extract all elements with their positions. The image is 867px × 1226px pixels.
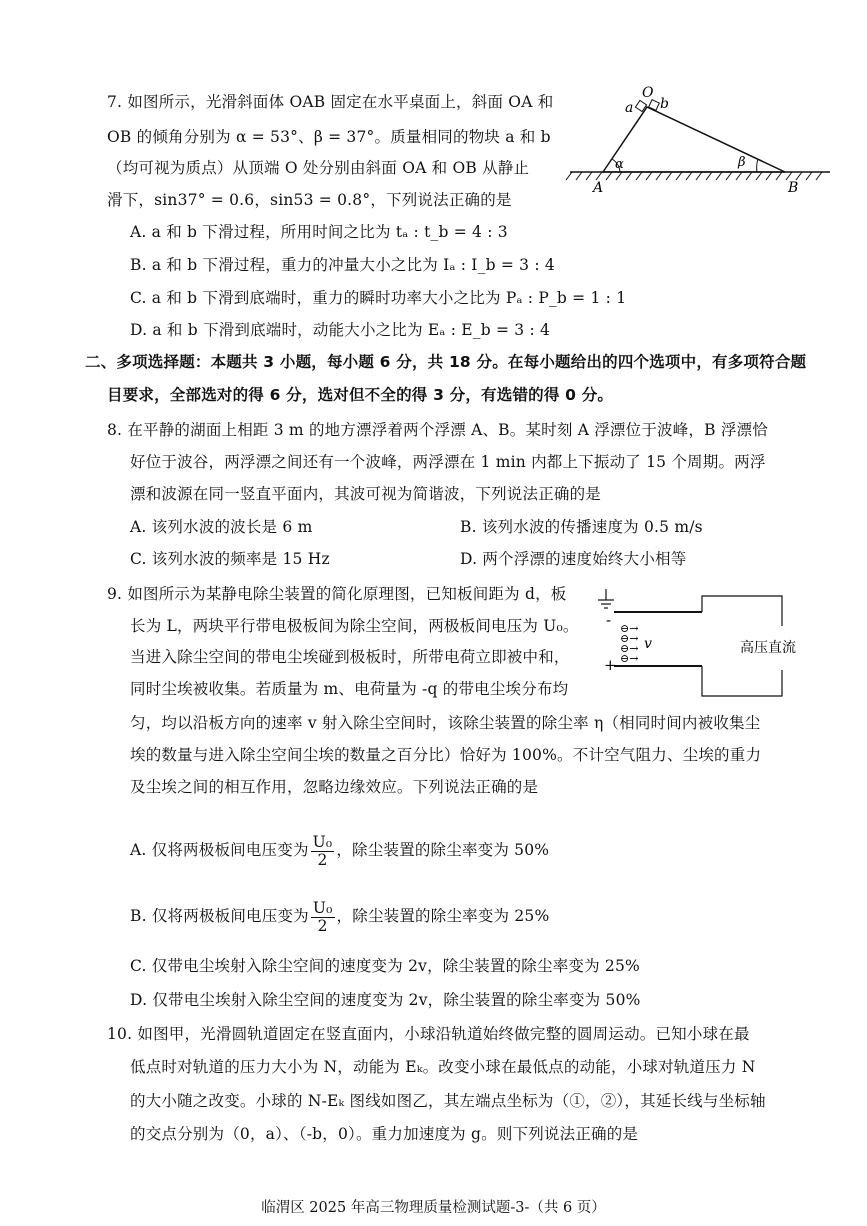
q8-option-d: D. 两个浮漂的速度始终大小相等 xyxy=(460,550,687,568)
q9-line-7: 及尘埃之间的相互作用，忽略边缘效应。下列说法正确的是 xyxy=(130,778,539,796)
q9-option-b xyxy=(130,898,549,935)
plus-sign: + xyxy=(604,656,617,674)
q9-option-d: D. 仅带电尘埃射入除尘空间的速度变为 2v，除尘装置的除尘率变为 50% xyxy=(130,991,641,1009)
page-footer: 临渭区 2025 年高三物理质量检测试题-3-（共 6 页） xyxy=(261,1200,606,1216)
q7-line-3: （均可视为质点）从顶端 O 处分别由斜面 OA 和 OB 从静止 xyxy=(107,159,530,177)
q8-option-a: A. 该列水波的波长是 6 m xyxy=(130,518,313,536)
q8-line-2: 好位于波谷，两浮漂之间还有一个波峰，两浮漂在 1 min 内都上下振动了 15 个周期。两浮 xyxy=(130,453,766,471)
q7-incline-figure xyxy=(560,82,840,197)
fraction-denominator: 2 xyxy=(317,916,328,935)
q8-option-b: B. 该列水波的传播速度为 0.5 m/s xyxy=(460,518,703,536)
q7-option-a: A. a 和 b 下滑过程，所用时间之比为 tₐ : t_b = 4 : 3 xyxy=(130,223,508,241)
q10-line-3: 的大小随之改变。小球的 N-Eₖ 图线如图乙，其左端点坐标为（①，②），其延长线与坐标轴 xyxy=(130,1092,766,1110)
label-O: O xyxy=(642,85,654,101)
fraction-denominator: 2 xyxy=(317,850,328,869)
fraction-numerator: U₀ xyxy=(312,832,333,851)
table-hatching xyxy=(566,172,822,180)
minus-sign: - xyxy=(606,611,612,629)
circuit-wire xyxy=(702,596,782,626)
circuit-wire-lower xyxy=(702,666,782,696)
incline-body xyxy=(603,107,785,172)
beta-arc xyxy=(757,159,758,172)
q9-line-5: 匀，均以沿板方向的速率 v 射入除尘空间时，该除尘装置的除尘率 η（相同时间内被收集尘 xyxy=(130,714,761,732)
svg-text:⊖→: ⊖→ xyxy=(620,642,639,655)
section-2-instructions: 目要求，全部选对的得 6 分，选对但不全的得 3 分，有选错的得 0 分。 xyxy=(107,386,614,404)
label-alpha: α xyxy=(615,157,624,172)
q7-line-1: 7. 如图所示，光滑斜面体 OAB 固定在水平桌面上，斜面 OA 和 xyxy=(107,93,554,111)
q9-option-a-prefix: A. 仅将两极板间电压变为 xyxy=(130,841,309,859)
q8-option-c: C. 该列水波的频率是 15 Hz xyxy=(130,550,330,568)
q8-line-1: 8. 在平静的湖面上相距 3 m 的地方漂浮着两个浮漂 A、B。某时刻 A 浮漂位于波峰，B 浮漂恰 xyxy=(107,421,768,439)
q9-line-1: 9. 如图所示为某静电除尘装置的简化原理图，已知板间距为 d，板 xyxy=(107,585,567,603)
fraction-u0-over-2 xyxy=(311,900,335,935)
label-b: b xyxy=(660,96,669,112)
section-2-heading: 二、多项选择题：本题共 3 小题，每小题 6 分，共 18 分。在每小题给出的四个选项中，有多项符合题 xyxy=(85,353,807,371)
svg-text:⊖→: ⊖→ xyxy=(620,622,639,635)
fraction-u0-over-2 xyxy=(311,834,335,869)
svg-text:⊖→: ⊖→ xyxy=(620,652,639,665)
q9-option-b-suffix: ，除尘装置的除尘率变为 25% xyxy=(336,907,550,925)
q9-line-6: 埃的数量与进入除尘空间尘埃的数量之百分比）恰好为 100%。不计空气阻力、尘埃的重力 xyxy=(130,746,762,764)
q7-line-2: OB 的倾角分别为 α = 53°、β = 37°。质量相同的物块 a 和 b xyxy=(107,128,551,146)
q9-precipitator-figure xyxy=(592,586,822,704)
dust-particles xyxy=(620,622,638,665)
label-beta: β xyxy=(738,155,746,170)
svg-text:⊖→: ⊖→ xyxy=(620,632,639,645)
velocity-label: v xyxy=(644,636,652,652)
label-B: B xyxy=(788,180,799,196)
q7-line-4: 滑下，sin37° = 0.6，sin53 = 0.8°，下列说法正确的是 xyxy=(107,191,512,209)
fraction-numerator: U₀ xyxy=(312,898,333,917)
q9-option-c: C. 仅带电尘埃射入除尘空间的速度变为 2v，除尘装置的除尘率变为 25% xyxy=(130,957,640,975)
ground-symbol-icon xyxy=(598,589,614,608)
power-supply-label: 高压直流 xyxy=(740,640,796,656)
label-A: A xyxy=(593,180,604,196)
q10-line-2: 低点时对轨道的压力大小为 N，动能为 Eₖ。改变小球在最低点的动能，小球对轨道压力 N xyxy=(130,1058,756,1076)
q9-option-a-suffix: ，除尘装置的除尘率变为 50% xyxy=(336,841,550,859)
q7-option-c: C. a 和 b 下滑到底端时，重力的瞬时功率大小之比为 Pₐ : P_b = 1 : 1 xyxy=(130,289,627,307)
q10-line-1: 10. 如图甲，光滑圆轨道固定在竖直面内，小球沿轨道始终做完整的圆周运动。已知小球在最 xyxy=(107,1025,750,1043)
label-a: a xyxy=(625,100,634,116)
q8-line-3: 漂和波源在同一竖直平面内，其波可视为简谐波，下列说法正确的是 xyxy=(130,485,602,503)
q7-option-b: B. a 和 b 下滑过程，重力的冲量大小之比为 Iₐ : I_b = 3 : 4 xyxy=(130,256,555,274)
q9-option-a xyxy=(130,832,549,869)
q9-line-4: 同时尘埃被收集。若质量为 m、电荷量为 -q 的带电尘埃分布均 xyxy=(130,680,569,698)
q9-line-3: 当进入除尘空间的带电尘埃碰到极板时，所带电荷立即被中和， xyxy=(130,648,570,666)
q7-option-d: D. a 和 b 下滑到底端时，动能大小之比为 Eₐ : E_b = 3 : 4 xyxy=(130,321,551,339)
q9-line-2: 长为 L，两块平行带电极板间为除尘空间，两极板间电压为 U₀。 xyxy=(130,617,579,635)
q9-option-b-prefix: B. 仅将两极板间电压变为 xyxy=(130,907,309,925)
q10-line-4: 的交点分别为（0，a）、（-b，0）。重力加速度为 g。则下列说法正确的是 xyxy=(130,1125,639,1143)
